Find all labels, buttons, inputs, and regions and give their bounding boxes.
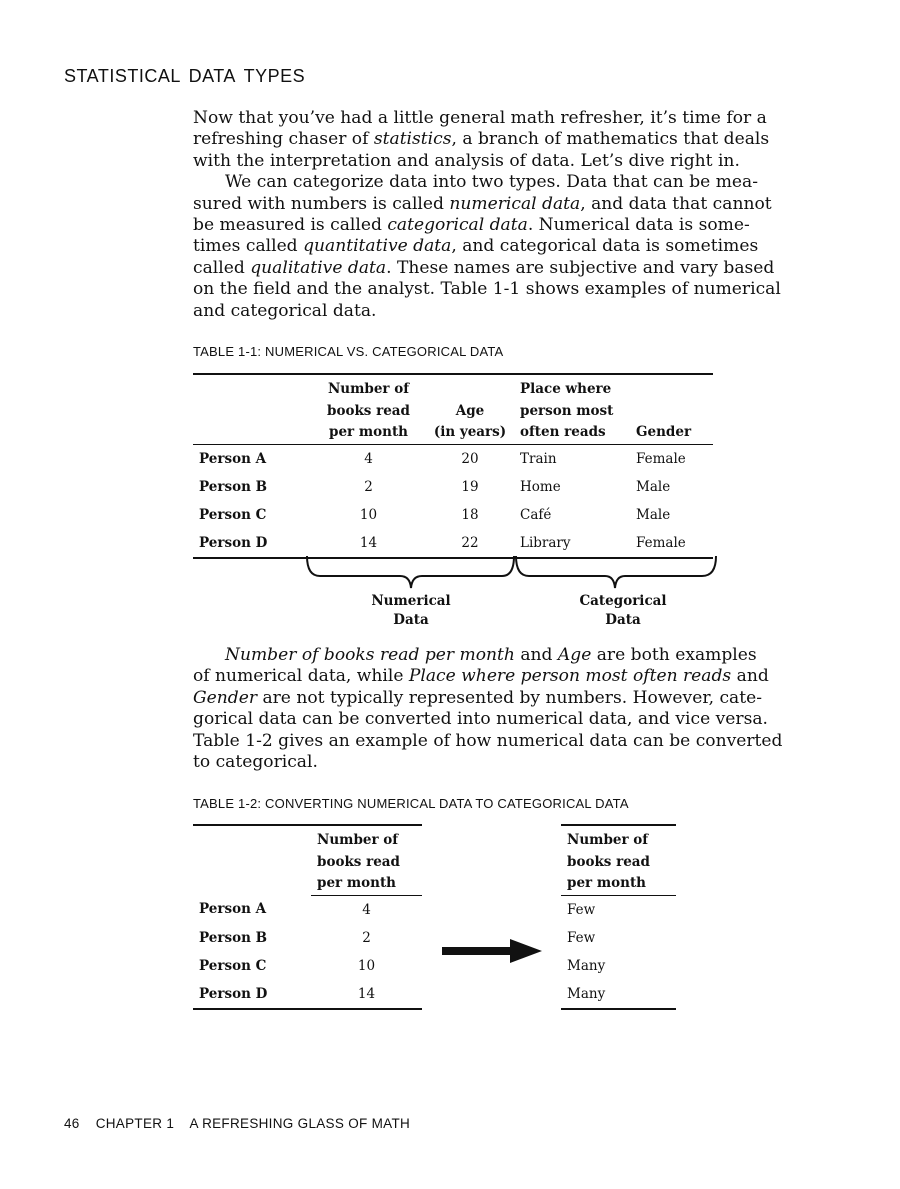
text-run: , a branch of mathematics that deals xyxy=(451,129,770,150)
right-arrow-icon xyxy=(442,937,552,967)
table-row xyxy=(561,952,676,980)
text-run: Table 1-2 gives an example of how numerical data can be converted xyxy=(193,730,783,751)
table-cell: Home xyxy=(520,478,561,495)
text-run: are both examples xyxy=(591,645,757,665)
chapter-number: CHAPTER 1 xyxy=(95,1116,175,1131)
t1-header-line: Number of xyxy=(327,381,410,397)
italic-term: qualitative data xyxy=(250,257,387,278)
section-heading: statistical data types xyxy=(64,58,306,88)
text-run: , and categorical data is sometimes xyxy=(451,236,759,257)
t1-col-header xyxy=(426,374,514,444)
t1-header-line: Gender xyxy=(636,424,692,440)
italic-term: categorical data xyxy=(387,215,528,236)
text-run: . These names are subjective and vary based xyxy=(386,257,775,278)
table-cell: Train xyxy=(520,450,557,467)
table-cell: 2 xyxy=(364,478,373,495)
numerical-source-table xyxy=(193,824,422,1010)
table-row xyxy=(193,924,422,952)
italic-term: Gender xyxy=(193,687,258,708)
page-footer xyxy=(64,1116,422,1131)
text-run: times called xyxy=(193,236,304,257)
table-cell: Male xyxy=(636,478,671,495)
table-cell: Few xyxy=(567,901,596,918)
t2-left-header-line1: Number of xyxy=(317,832,399,848)
table-cell: 18 xyxy=(461,506,479,523)
categorical-data-label xyxy=(563,592,683,630)
table-cell: 19 xyxy=(461,478,479,495)
numerical-vs-categorical-table xyxy=(193,373,713,559)
table-row xyxy=(193,895,422,924)
t1-col-header xyxy=(514,374,630,444)
text-run: and categorical data. xyxy=(193,300,377,321)
t1-header-line: often reads xyxy=(520,424,606,440)
text-run: Now that you’ve had a little general math refresher, it’s time for a xyxy=(193,108,767,128)
table1-caption: TABLE 1-1: NUMERICAL VS. CATEGORICAL DATA xyxy=(193,344,504,359)
middle-line xyxy=(193,752,803,773)
table-cell: 20 xyxy=(461,450,479,467)
table-cell: 14 xyxy=(359,534,378,551)
middle-line xyxy=(193,666,803,687)
table-row xyxy=(561,895,676,924)
italic-term: Age xyxy=(557,645,592,665)
t1-corner xyxy=(193,374,311,444)
middle-line xyxy=(193,731,803,752)
text-run: sured with numbers is called xyxy=(193,193,450,214)
t1-col-header xyxy=(311,374,426,444)
intro-line xyxy=(193,236,803,257)
t1-header-line: per month xyxy=(329,424,408,440)
row-label: Person C xyxy=(199,957,267,974)
t2-left-header-line3: per month xyxy=(317,875,396,891)
intro-line xyxy=(193,215,803,236)
categorical-label-line2: Data xyxy=(605,612,641,628)
row-label: Person D xyxy=(199,534,268,551)
italic-term: numerical data xyxy=(449,193,581,214)
table-cell: Female xyxy=(636,534,686,551)
numerical-data-label xyxy=(351,592,471,630)
text-run: to categorical. xyxy=(193,752,318,773)
table-row xyxy=(193,501,713,529)
table-cell: Library xyxy=(520,534,571,551)
categorical-label-line1: Categorical xyxy=(579,593,667,609)
intro-line xyxy=(193,172,803,193)
text-run: gorical data can be converted into numerical data, and vice versa. xyxy=(193,709,768,730)
intro-line xyxy=(193,194,803,215)
table-cell: 4 xyxy=(364,450,373,467)
middle-line xyxy=(193,709,803,730)
intro-line xyxy=(193,258,803,279)
t1-header-line: books read xyxy=(327,402,410,419)
table-row xyxy=(193,473,713,501)
numerical-label-line2: Data xyxy=(393,612,429,628)
table-row xyxy=(561,924,676,952)
text-run: and xyxy=(514,645,558,665)
table-cell: Many xyxy=(567,985,606,1002)
italic-term: quantitative data xyxy=(303,236,452,257)
text-run: We can categorize data into two types. Data that can be mea- xyxy=(225,172,759,193)
italic-term: statistics xyxy=(373,129,452,150)
t2-left-header xyxy=(311,825,422,895)
t2-right-header-line2: books read xyxy=(567,853,650,870)
table2-caption: TABLE 1-2: CONVERTING NUMERICAL DATA TO CATEGORICAL DATA xyxy=(193,796,629,811)
table-row xyxy=(193,980,422,1009)
table-cell: Few xyxy=(567,929,596,946)
text-run: with the interpretation and analysis of data. Let’s dive right in. xyxy=(193,150,740,171)
t1-header-line: (in years) xyxy=(433,424,507,440)
row-label: Person A xyxy=(199,901,267,918)
t2-right-header-line3: per month xyxy=(567,875,646,891)
row-label: Person B xyxy=(199,478,268,495)
row-label: Person D xyxy=(199,985,268,1002)
text-run: and xyxy=(731,666,769,687)
text-run: of numerical data, while xyxy=(193,666,409,687)
intro-line xyxy=(193,108,803,129)
intro-line xyxy=(193,129,803,150)
table-cell: 10 xyxy=(359,506,378,523)
t1-header-line: Age xyxy=(455,402,485,419)
intro-line xyxy=(193,279,803,300)
table-cell: 4 xyxy=(362,901,371,918)
text-run: are not typically represented by numbers. However, cate- xyxy=(257,687,762,708)
table-row xyxy=(193,952,422,980)
table-cell: Café xyxy=(520,506,552,523)
intro-line xyxy=(193,151,803,172)
table-cell: Female xyxy=(636,450,686,467)
t2-left-corner xyxy=(193,825,311,895)
intro-paragraph xyxy=(193,108,803,322)
intro-line xyxy=(193,301,803,322)
text-run: be measured is called xyxy=(193,215,388,236)
row-label: Person C xyxy=(199,506,267,523)
categorical-result-table xyxy=(561,824,676,1010)
table-row xyxy=(561,980,676,1009)
middle-line xyxy=(193,645,803,666)
t2-right-header xyxy=(561,825,676,895)
t1-header-line: person most xyxy=(520,402,614,419)
numerical-label-line1: Numerical xyxy=(371,593,451,609)
italic-term: Place where person most often reads xyxy=(408,666,732,687)
chapter-title: A REFRESHING GLASS OF MATH xyxy=(189,1116,411,1131)
table-cell: 14 xyxy=(357,985,376,1002)
t1-header-line: Place where xyxy=(520,381,612,397)
middle-line xyxy=(193,688,803,709)
table-cell: 22 xyxy=(461,534,479,551)
text-run: on the field and the analyst. Table 1-1 shows examples of numerical xyxy=(193,279,781,300)
middle-paragraph xyxy=(193,645,803,773)
table-cell: 2 xyxy=(362,929,371,946)
page-number: 46 xyxy=(64,1116,80,1131)
row-label: Person B xyxy=(199,929,268,946)
italic-term: Number of books read per month xyxy=(225,645,515,665)
text-run: refreshing chaser of xyxy=(193,129,374,150)
text-run: called xyxy=(193,257,251,278)
table-row xyxy=(193,444,713,473)
t2-left-header-line2: books read xyxy=(317,853,400,870)
t1-col-header xyxy=(630,374,713,444)
table-cell: Many xyxy=(567,957,606,974)
text-run: . Numerical data is some- xyxy=(527,215,750,236)
t2-right-header-line1: Number of xyxy=(567,832,649,848)
table-cell: 10 xyxy=(357,957,376,974)
row-label: Person A xyxy=(199,450,267,467)
table-cell: Male xyxy=(636,506,671,523)
text-run: , and data that cannot xyxy=(580,193,772,214)
